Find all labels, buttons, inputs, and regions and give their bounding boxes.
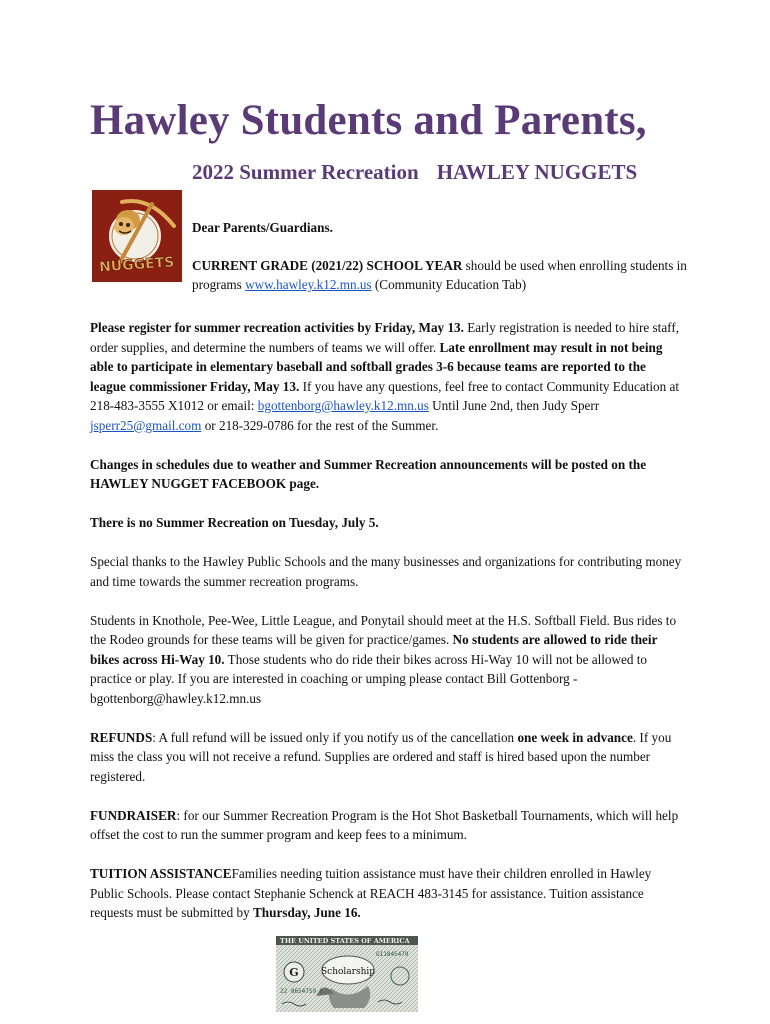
schedule-changes-paragraph: Changes in schedules due to weather and Summer Recreation announcements will be posted on the HAWLEY NUGGET FACEBOOK page.	[90, 456, 647, 491]
thanks-paragraph: Special thanks to the Hawley Public Schools and the many businesses and organizations for contributing money and time towards the summer recreation programs.	[90, 554, 682, 589]
nuggets-logo-image	[92, 190, 182, 282]
registration-paragraph: Please register for summer recreation activities by Friday, May 13. Early registration is needed to hire staff, order supplies, and determine the numbers of teams we will offer. Late enrollment may result in not being able to participate in elementary baseball and softball grades 3-6 because teams are reported to the league commissioner Friday, May 13. If you have any questions, feel free to contact Community Education at 218-483-3555 X1012 or email: bgottenborg@hawley.k12.mn.us Until June 2nd, then Judy Sperr jsperr25@gmail.com or 218-329-0786 for the rest of the Summer.	[90, 320, 680, 433]
svg-text:G11845479: G11845479	[376, 951, 409, 958]
email-link-bgottenborg[interactable]: bgottenborg@hawley.k12.mn.us	[257, 398, 429, 413]
subtitle-team: HAWLEY NUGGETS	[436, 160, 638, 184]
intro-section	[192, 218, 692, 295]
no-recreation-paragraph: There is no Summer Recreation on Tuesday, July 5.	[90, 515, 379, 530]
svg-text:Scholarship: Scholarship	[320, 967, 376, 977]
fundraiser-paragraph: FUNDRAISER: for our Summer Recreation Program is the Hot Shot Basketball Tournaments, which will help offset the cost to run the summer program and keep fees to a minimum.	[90, 807, 679, 842]
website-link[interactable]: www.hawley.k12.mn.us	[245, 277, 372, 292]
subtitle	[192, 160, 637, 185]
scholarship-bill-image	[276, 936, 418, 1012]
svg-text:NUGGETS: NUGGETS	[98, 254, 175, 276]
svg-text:G: G	[289, 966, 299, 979]
refunds-paragraph: REFUNDS: A full refund will be issued only if you notify us of the cancellation one week in advance. If you miss the class you will not receive a refund. Supplies are ordered and staff is hired based upon the number registered.	[90, 729, 672, 784]
svg-text:THE UNITED STATES OF AMERICA: THE UNITED STATES OF AMERICA	[280, 937, 410, 945]
subtitle-program: 2022 Summer Recreation	[192, 160, 419, 184]
grade-notice-bold: CURRENT GRADE (2021/22) SCHOOL YEAR	[192, 257, 463, 273]
page-title: Hawley Students and Parents,	[90, 97, 647, 144]
svg-text:22 8654759 F: 22 8654759 F	[280, 988, 324, 995]
field-bus-paragraph: Students in Knothole, Pee-Wee, Little League, and Ponytail should meet at the H.S. Softball Field. Bus rides to the Rodeo grounds for these teams will be given for practice/games. No students are allowed to ride their bikes across Hi-Way 10. Those students who do ride their bikes across Hi-Way 10 will not be allowed to practice or play. If you are interested in coaching or umping please contact Bill Gottenborg - bgottenborg@hawley.k12.mn.us	[90, 612, 677, 706]
greeting: Dear Parents/Guardians.	[192, 220, 333, 235]
grade-notice: CURRENT GRADE (2021/22) SCHOOL YEAR should be used when enrolling students in programs www.hawley.k12.mn.us (Community Education Tab)	[192, 257, 687, 292]
email-link-jsperr[interactable]: jsperr25@gmail.com	[90, 417, 202, 433]
tuition-paragraph: TUITION ASSISTANCEFamilies needing tuition assistance must have their children enrolled in Hawley Public Schools. Please contact Stephanie Schenck at REACH 483-3145 for assistance. Tuition assistance requests must be submitted by Thursday, June 16.	[90, 866, 652, 920]
letter-body	[90, 318, 682, 942]
